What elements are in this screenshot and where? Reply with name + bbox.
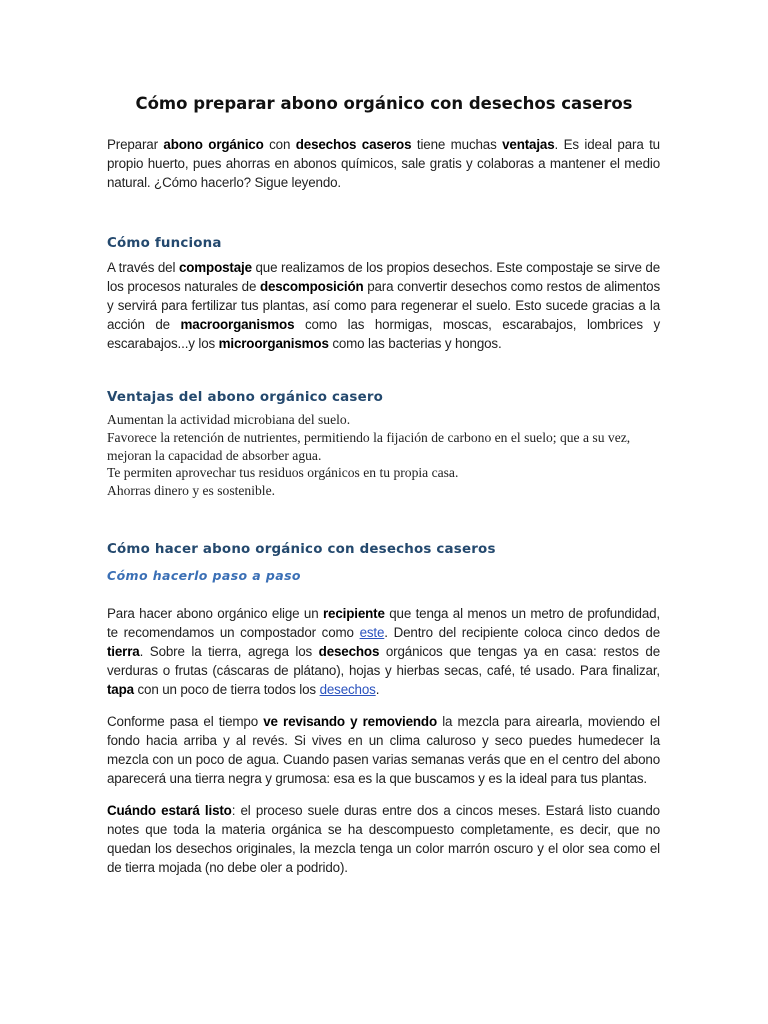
paso-a-paso-paragraph-1 xyxy=(107,604,660,699)
como-funciona-paragraph xyxy=(107,258,660,353)
bold-term: ventajas xyxy=(502,137,555,152)
compostador-link[interactable]: este xyxy=(359,625,385,640)
list-item: Ahorras dinero y es sostenible. xyxy=(107,483,275,499)
text-run: Para hacer abono orgánico elige un xyxy=(107,606,323,621)
bold-term: ve revisando y removiendo xyxy=(263,714,437,729)
bold-term: descomposición xyxy=(259,279,364,294)
text-run: con xyxy=(263,137,296,152)
section-heading-como-hacer: Cómo hacer abono orgánico con desechos caseros xyxy=(107,542,496,557)
subheading-paso-a-paso: Cómo hacerlo paso a paso xyxy=(107,568,301,583)
text-run: que realizamos de los propios desechos. Este compostaje se sirve de los procesos naturales de xyxy=(107,260,660,294)
bold-term: abono orgánico xyxy=(163,137,264,152)
bold-term: desechos caseros xyxy=(295,137,412,152)
bold-term: tapa xyxy=(107,682,134,697)
list-item: Te permiten aprovechar tus residuos orgánicos en tu propia casa. xyxy=(107,465,459,481)
text-run: tiene muchas xyxy=(411,137,503,152)
paso-a-paso-paragraph-3 xyxy=(107,801,660,877)
text-run: como las bacterias y hongos. xyxy=(328,336,502,351)
bold-term: Cuándo estará listo xyxy=(107,803,232,818)
section-heading-como-funciona: Cómo funciona xyxy=(107,236,222,251)
text-run: con un poco de tierra todos los xyxy=(133,682,320,697)
text-run: A través del xyxy=(107,260,179,275)
document-title: Cómo preparar abono orgánico con desechos caseros xyxy=(135,94,633,113)
bold-term: tierra xyxy=(107,644,140,659)
bold-term: recipiente xyxy=(323,606,385,621)
section-heading-ventajas: Ventajas del abono orgánico casero xyxy=(107,390,384,405)
bold-term: microorganismos xyxy=(218,336,329,351)
intro-paragraph xyxy=(107,135,660,192)
text-run: Conforme pasa el tiempo xyxy=(107,714,264,729)
list-item: Aumentan la actividad microbiana del suelo. xyxy=(107,412,351,427)
text-run: . Sobre la tierra, agrega los xyxy=(139,644,319,659)
text-run: que tenga al menos un metro de profundidad, te recomendamos un compostador como xyxy=(107,606,660,640)
bold-term: desechos xyxy=(318,644,380,659)
list-item: Favorece la retención de nutrientes, permitiendo la fijación de carbono en el suelo; que a su vez, mejoran la capacidad de absorber agua. xyxy=(107,429,631,463)
text-run: . Dentro del recipiente coloca cinco dedos de xyxy=(384,625,660,640)
text-run: . Es ideal para tu propio huerto, pues ahorras en abonos químicos, sale gratis y colaboras a mantener el medio natural. ¿Cómo hacerlo? Sigue leyendo. xyxy=(107,137,660,190)
text-run: : el proceso suele duras entre dos a cincos meses. Estará listo cuando notes que toda la materia orgánica se ha descompuesto completamente, es decir, que no quedan los desechos originales, la mezcla tenga un color marrón oscuro y el olor sea como el de tierra mojada (no debe oler a podrido). xyxy=(107,803,660,875)
text-run: como las hormigas, moscas, escarabajos, lombrices y escarabajos...y los xyxy=(107,317,660,351)
paso-a-paso-paragraph-2 xyxy=(107,712,660,788)
text-run: Preparar xyxy=(107,137,164,152)
ventajas-list xyxy=(107,411,663,500)
bold-term: compostaje xyxy=(178,260,252,275)
text-run: para convertir desechos como restos de alimentos y servirá para fertilizar tus plantas, así como para regenerar el suelo. Esto sucede gracias a la acción de xyxy=(107,279,660,332)
bold-term: macroorganismos xyxy=(180,317,295,332)
text-run: orgánicos que tengas ya en casa: restos de verduras o frutas (cáscaras de plátano), hojas y hierbas secas, café, té usado. Para finalizar, xyxy=(107,644,660,678)
desechos-link[interactable]: desechos xyxy=(319,682,376,697)
text-run: la mezcla para airearla, moviendo el fondo hacia arriba y al revés. Si vives en un clima caluroso y seco puedes humedecer la mezcla con un poco de agua. Cuando pasen varias semanas verás que en el centro del abono aparecerá una tierra negra y grumosa: esa es la que buscamos y es la ideal para tus plantas. xyxy=(107,714,660,786)
text-run: . xyxy=(375,682,380,697)
